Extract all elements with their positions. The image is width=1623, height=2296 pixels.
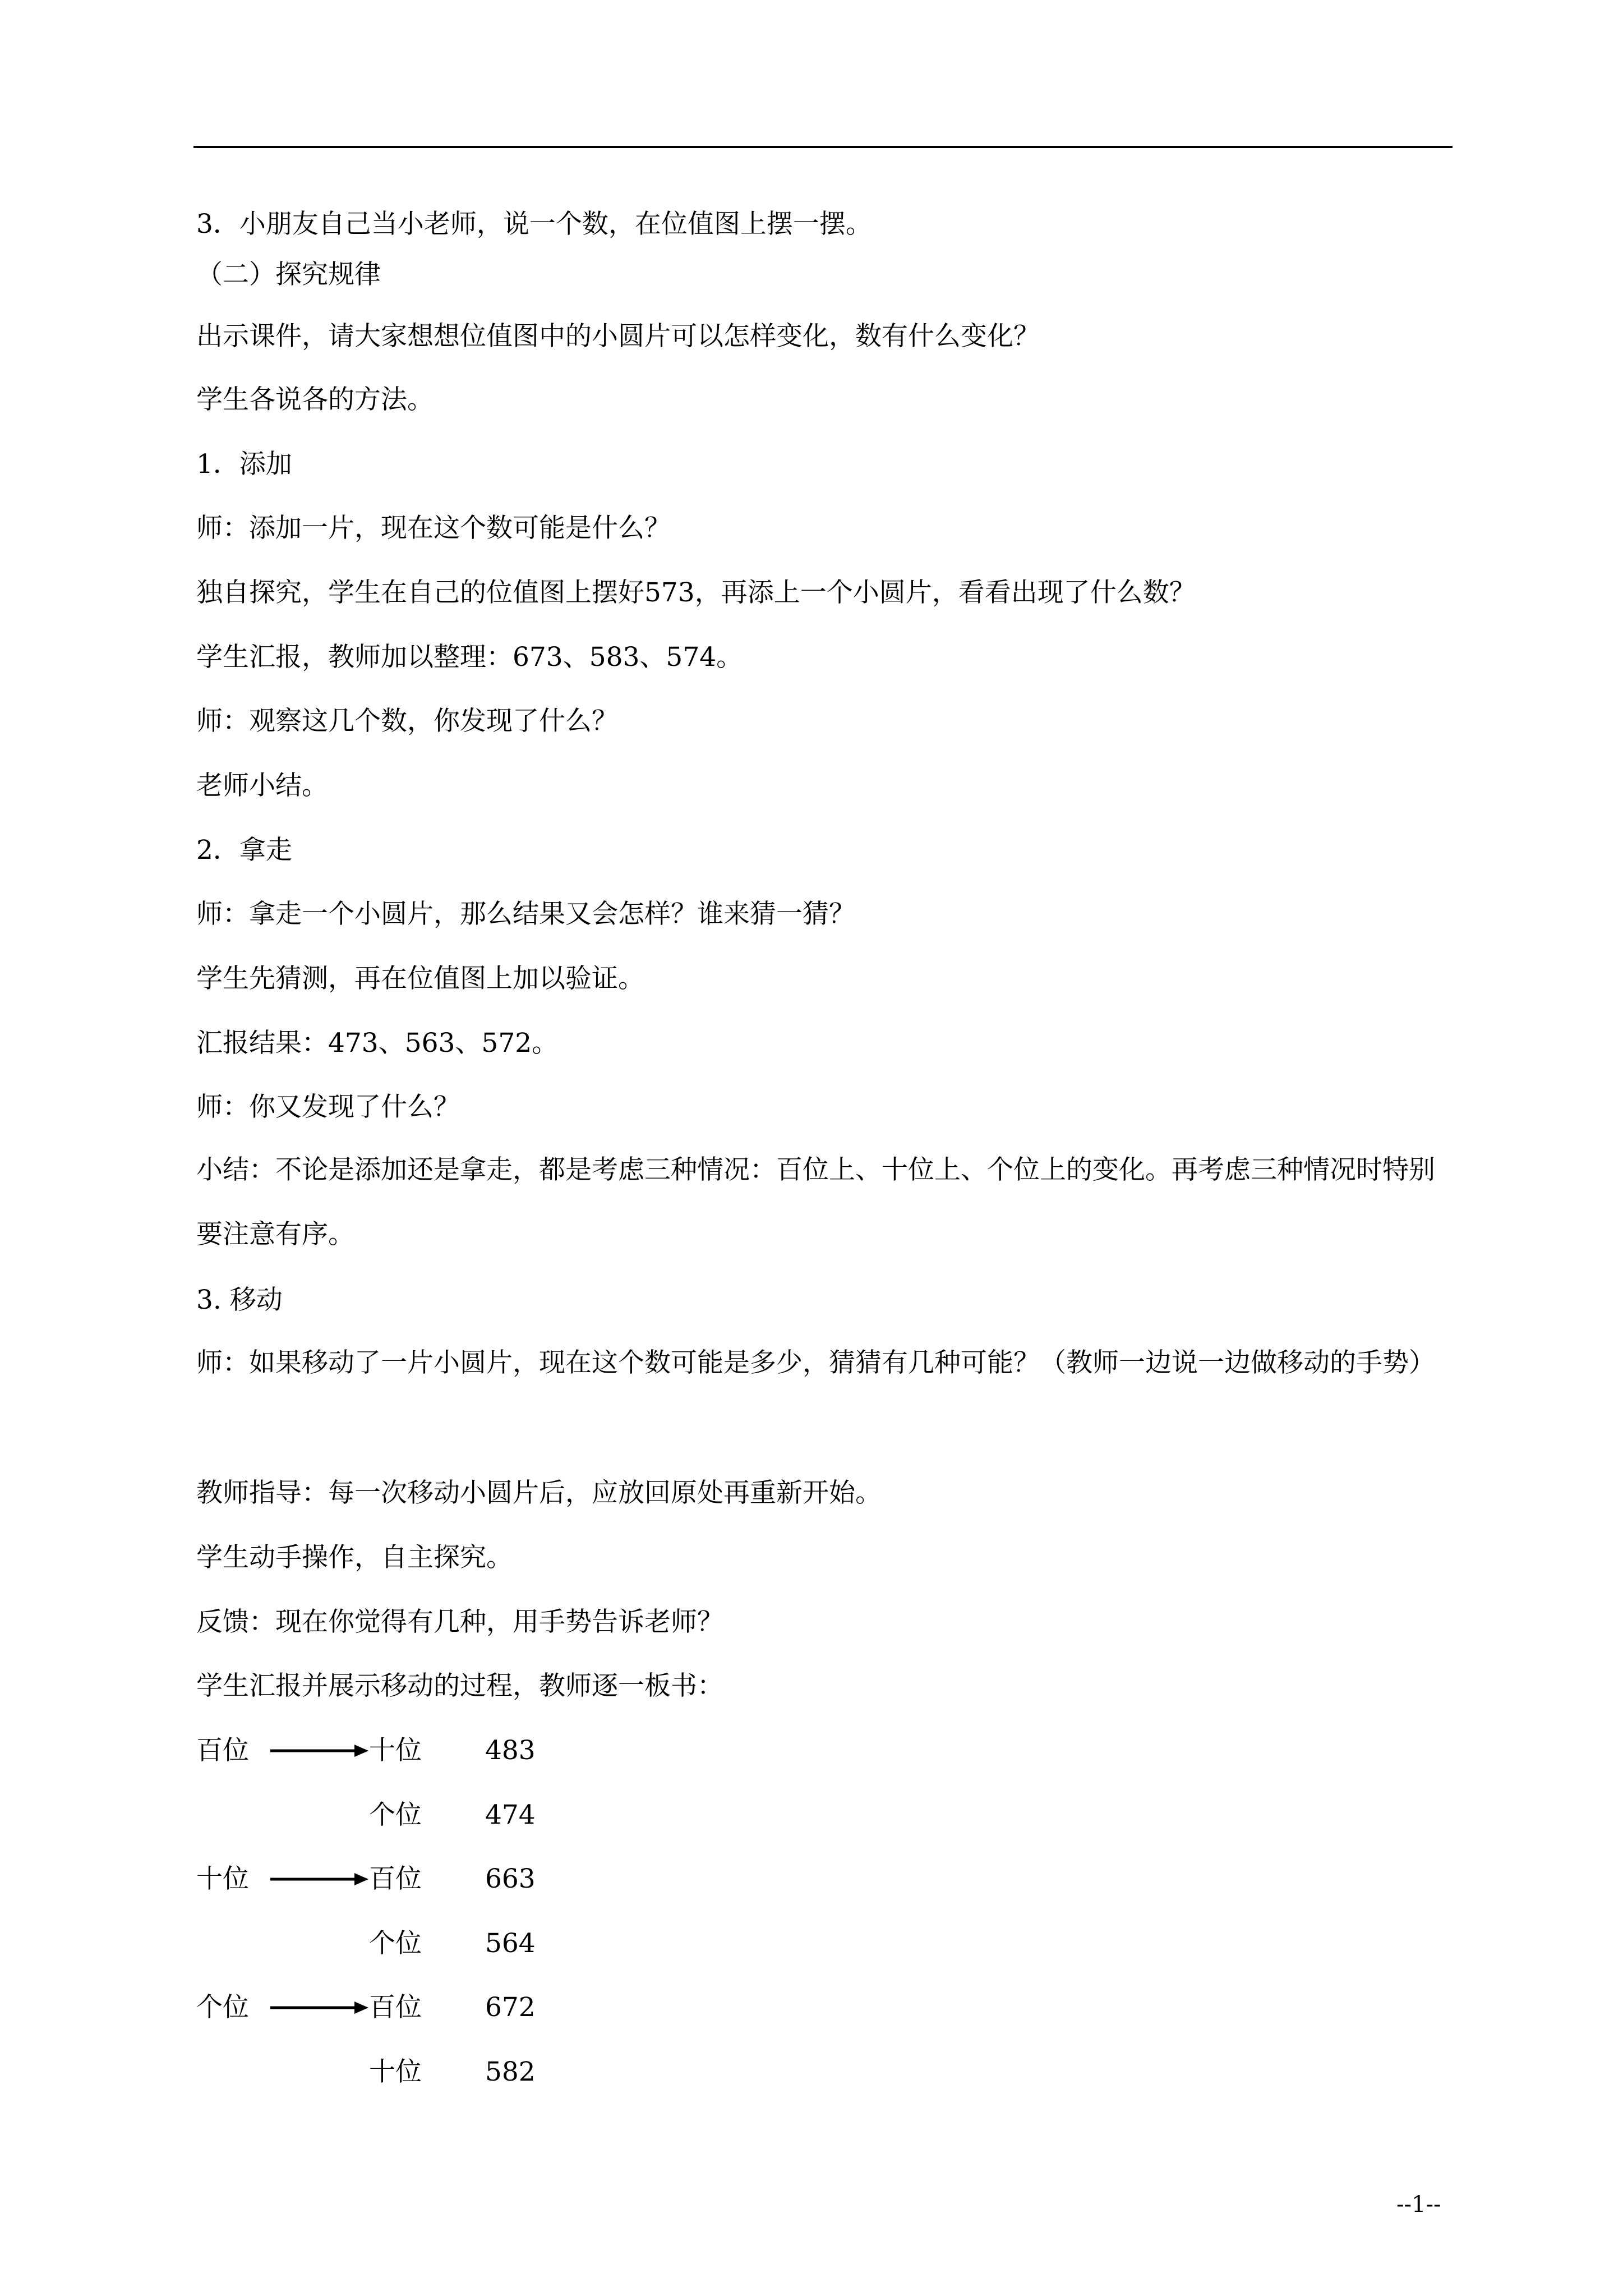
paragraph: 学生各说各的方法。 <box>196 384 434 415</box>
move-to-label: 百位 <box>369 1864 422 1894</box>
paragraph: 老师小结。 <box>196 770 328 801</box>
arrow-right-icon <box>270 1999 368 2016</box>
move-from-label: 百位 <box>196 1735 249 1766</box>
subheading-remove: 2．拿走 <box>196 835 292 866</box>
paragraph: 汇报结果：473、563、572。 <box>196 1028 559 1059</box>
arrow-right-icon <box>270 1871 368 1888</box>
move-to-label: 个位 <box>369 1928 422 1959</box>
paragraph: 师：如果移动了一片小圆片，现在这个数可能是多少，猜猜有几种可能？（教师一边说一边做移动的手势） <box>196 1347 1435 1378</box>
move-result-number: 672 <box>485 1992 536 2023</box>
subheading-add: 1．添加 <box>196 449 292 480</box>
move-result-number: 582 <box>485 2056 536 2087</box>
section-heading: （二）探究规律 <box>196 259 381 290</box>
move-from-label: 个位 <box>196 1992 249 2023</box>
page-number: --1-- <box>1396 2192 1441 2217</box>
paragraph: 反馈：现在你觉得有几种，用手势告诉老师？ <box>196 1607 723 1637</box>
summary-paragraph: 小结：不论是添加还是拿走，都是考虑三种情况：百位上、十位上、个位上的变化。再考虑三种情况时特别要注意有序。 <box>196 1154 1435 1250</box>
paragraph: 教师指导：每一次移动小圆片后，应放回原处再重新开始。 <box>196 1478 882 1508</box>
paragraph: 学生汇报并展示移动的过程，教师逐一板书： <box>196 1671 723 1701</box>
move-to-label: 百位 <box>369 1992 422 2023</box>
move-result-number: 663 <box>485 1864 536 1894</box>
paragraph: 独自探究，学生在自己的位值图上摆好573，再添上一个小圆片，看看出现了什么数？ <box>196 577 1196 608</box>
paragraph: 学生先猜测，再在位值图上加以验证。 <box>196 963 644 994</box>
move-result-number: 474 <box>485 1800 536 1830</box>
paragraph: 师：你又发现了什么？ <box>196 1092 460 1122</box>
paragraph: 学生汇报，教师加以整理：673、583、574。 <box>196 642 743 673</box>
paragraph: 3．小朋友自己当小老师，说一个数，在位值图上摆一摆。 <box>196 209 872 240</box>
move-to-label: 十位 <box>369 1735 422 1766</box>
paragraph: 学生动手操作，自主探究。 <box>196 1542 513 1573</box>
move-result-number: 483 <box>485 1735 536 1766</box>
paragraph: 师：拿走一个小圆片，那么结果又会怎样？谁来猜一猜？ <box>196 899 855 930</box>
paragraph: 师：观察这几个数，你发现了什么？ <box>196 706 618 737</box>
move-to-label: 个位 <box>369 1800 422 1830</box>
arrow-right-icon <box>270 1742 368 1759</box>
move-result-number: 564 <box>485 1928 536 1959</box>
subheading-move: 3. 移动 <box>196 1285 283 1315</box>
move-to-label: 十位 <box>369 2056 422 2087</box>
header-rule <box>193 146 1453 148</box>
move-from-label: 十位 <box>196 1864 249 1894</box>
paragraph: 出示课件，请大家想想位值图中的小圆片可以怎样变化，数有什么变化？ <box>196 321 1040 352</box>
paragraph: 师：添加一片，现在这个数可能是什么？ <box>196 513 671 544</box>
